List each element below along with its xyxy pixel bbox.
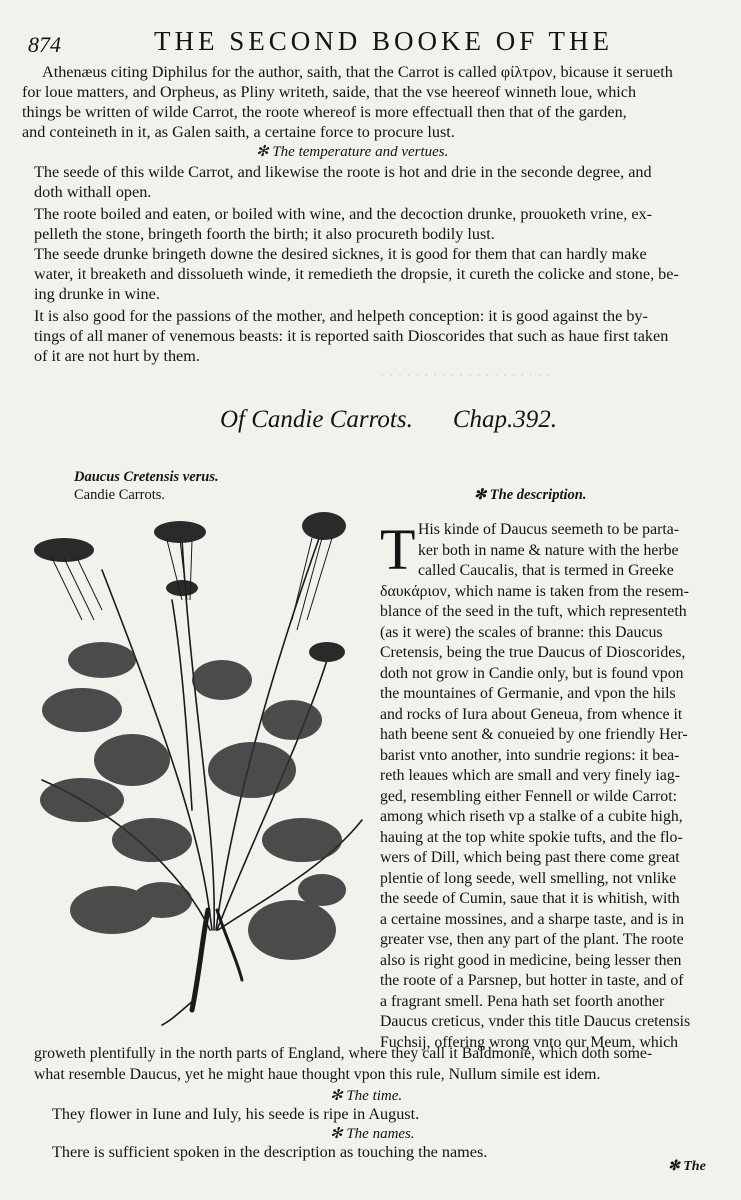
- leaf-cluster: [112, 818, 192, 862]
- candie-carrot-woodcut: [22, 510, 372, 1030]
- leaf-cluster: [208, 742, 296, 798]
- text-line: reth leaues which are small and very finely iag-: [380, 767, 681, 784]
- text-line: hath beene sent & conueied by one friendly Her-: [380, 726, 688, 743]
- text-line: things be written of wilde Carrot, the roote whereof is more effectuall then that of the garden,: [22, 103, 627, 121]
- text-line: among which riseth vp a stalke of a cubite high,: [380, 808, 683, 825]
- plant-english-name: Candie Carrots.: [74, 487, 166, 503]
- time-paragraph: [52, 1104, 712, 1124]
- text-line: The roote boiled and eaten, or boiled with wine, and the decoction drunke, prouoketh vrine, ex-: [34, 205, 653, 223]
- mother-paragraph: [34, 306, 724, 366]
- text-line: of it are not hurt by them.: [34, 347, 200, 365]
- text-line: the roote of a Parsnep, but hotter in taste, and of: [380, 972, 684, 989]
- leaf-cluster: [40, 778, 124, 822]
- drop-cap: T: [380, 517, 416, 582]
- text-line: doth not grow in Candie only, but is found vpon: [380, 664, 684, 682]
- text-line: blance of the seed in the tuft, which representeth: [380, 603, 687, 620]
- text-line: His kinde of Daucus seemeth to be parta-: [418, 521, 680, 538]
- plant-latin-name: Daucus Cretensis verus.: [74, 469, 219, 485]
- text-line: δαυκάριον, which name is taken from the resem-: [380, 582, 689, 600]
- leaf-cluster: [94, 734, 170, 786]
- temperature-paragraph: [34, 162, 724, 202]
- text-line: greater vse, then any part of the plant. The roote: [380, 931, 684, 948]
- text-line: the seede of Cumin, saue that it is whitish, with: [380, 890, 680, 907]
- text-line: (as it were) the scales of branne: this Daucus: [380, 623, 663, 641]
- text-line: water, it breaketh and dissolueth winde, it remedieth the dropsie, it cureth the colicke and stone, be-: [34, 265, 679, 283]
- text-line: ged, resembling either Fennell or wilde Carrot:: [380, 787, 677, 805]
- root-hair: [162, 1000, 194, 1025]
- flower-umbel: [309, 642, 345, 662]
- text-line: plentie of long seede, well smelling, not vnlike: [380, 869, 677, 887]
- text-line: for loue matters, and Orpheus, as Pliny writeth, saide, that the vse heereof winneth loue, which: [22, 83, 637, 101]
- text-line: wers of Dill, which being past there come great: [380, 849, 680, 866]
- leaf-cluster: [42, 688, 122, 732]
- running-head: [22, 24, 722, 56]
- umbel-rays: [292, 538, 332, 630]
- description-column: [380, 517, 725, 1053]
- flower-umbel: [154, 521, 206, 543]
- text-line: The seede of this wilde Carrot, and likewise the roote is hot and drie in the seconde degree, and: [34, 163, 652, 181]
- text-line: Fuchsij, offering wrong vnto our Meum, which: [380, 1033, 679, 1051]
- text-line: The seede drunke bringeth downe the desired sicknes, it is good for them that can hardly make: [34, 245, 647, 263]
- text-line: doth withall open.: [34, 183, 152, 201]
- chapter-title: Of Candie Carrots.: [220, 406, 413, 433]
- chapter-number: Chap.392.: [452, 406, 558, 433]
- flower-umbel: [166, 580, 198, 596]
- time-heading: ✻ The time.: [330, 1088, 403, 1104]
- running-title: THE SECOND BOOKE OF THE: [154, 26, 614, 56]
- text-line: Cretensis, being the true Daucus of Dioscorides,: [380, 644, 686, 661]
- text-line: also is right good in medicine, being lesser then: [380, 951, 682, 969]
- show-through-text: · · · · · · · · · · · · · · · · · · · ·: [380, 368, 552, 384]
- text-line: It is also good for the passions of the mother, and helpeth conception: it is good against the by-: [34, 307, 648, 325]
- chapter-heading: [220, 406, 597, 434]
- temperature-heading: ✻ The temperature and vertues.: [256, 144, 449, 160]
- text-line: groweth plentifully in the north parts of England, where they call it Baldmonie, which doth some-: [34, 1045, 653, 1062]
- leaf-cluster: [68, 642, 136, 678]
- leaf-cluster: [248, 900, 336, 960]
- intro-paragraph: [22, 62, 722, 142]
- leaf-cluster: [262, 818, 342, 862]
- text-line: a certaine mossines, and a sharpe taste, and is in: [380, 910, 684, 928]
- umbel-rays: [52, 558, 102, 620]
- leaf-cluster: [298, 874, 346, 906]
- text-line: ker both in name & nature with the herbe: [418, 541, 679, 559]
- root: [192, 910, 208, 1010]
- text-line: barist vnto another, into sundrie regions: it bea-: [380, 746, 680, 764]
- text-line: a fragrant smell. Pena hath set foorth another: [380, 992, 665, 1010]
- leaf-cluster: [132, 882, 192, 918]
- catch-word: ✻ The: [668, 1159, 706, 1174]
- flower-umbel: [302, 512, 346, 540]
- text-line: Daucus creticus, vnder this title Daucus cretensis: [380, 1013, 691, 1030]
- text-line: the mountaines of Germanie, and vpon the hils: [380, 685, 676, 702]
- text-line: Athenæus citing Diphilus for the author, saith, that the Carrot is called φίλτρον, bicause it serueth: [42, 63, 673, 81]
- text-line: There is sufficient spoken in the description as touching the names.: [52, 1143, 488, 1161]
- leaf-cluster: [192, 660, 252, 700]
- names-heading: ✻ The names.: [330, 1126, 415, 1142]
- text-line: pelleth the stone, bringeth foorth the birth; it also procureth bodily lust.: [34, 225, 495, 243]
- text-line: called Caucalis, that is termed in Greeke: [418, 562, 674, 579]
- text-line: ing drunke in wine.: [34, 285, 160, 303]
- text-line: hauing at the top white spokie tufts, and the flo-: [380, 828, 683, 846]
- text-line: They flower in Iune and Iuly, his seede is ripe in August.: [52, 1105, 420, 1123]
- text-line: and conteineth in it, as Galen saith, a certaine force to procure lust.: [22, 123, 455, 141]
- root: [217, 910, 242, 980]
- plant-label: [74, 468, 219, 504]
- description-heading: ✻ The description.: [474, 487, 587, 503]
- description-continuation: [34, 1044, 724, 1085]
- text-line: tings of all maner of venemous beasts: it is reported saith Dioscorides that such as haue first taken: [34, 327, 669, 345]
- text-line: what resemble Daucus, yet he might haue thought vpon this rule, Nullum simile est idem.: [34, 1065, 601, 1083]
- leaf-cluster: [262, 700, 322, 740]
- page-number: 874: [28, 32, 61, 57]
- roote-paragraph: [34, 204, 724, 244]
- seede-paragraph: [34, 244, 724, 304]
- text-line: and rocks of Iura about Geneua, from whence it: [380, 705, 683, 723]
- names-paragraph: [52, 1142, 712, 1162]
